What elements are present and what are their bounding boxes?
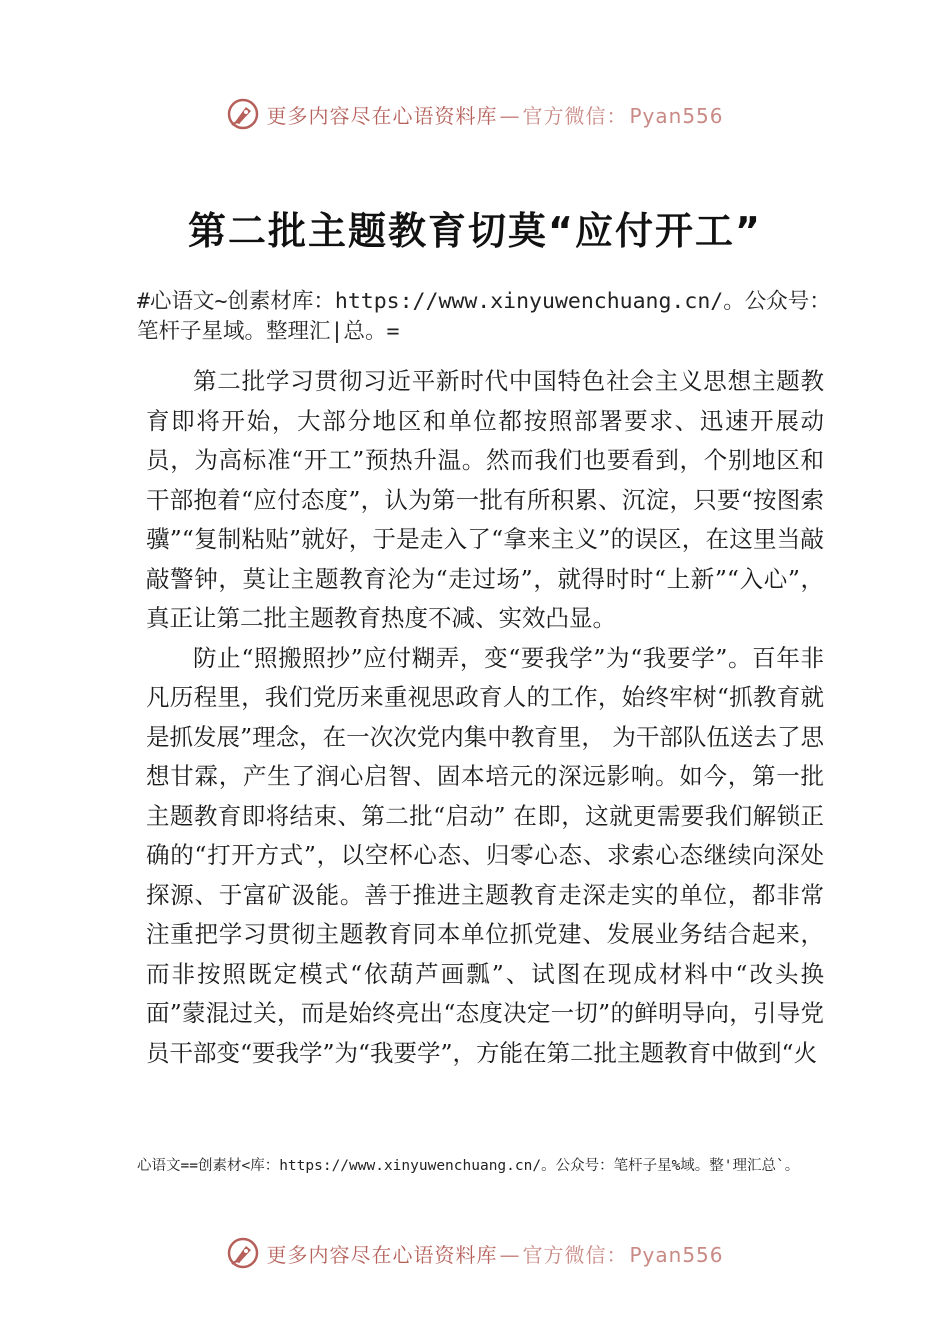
banner-main-text: 更多内容尽在心语资料库 (266, 103, 498, 128)
banner-separator: — (499, 1242, 521, 1267)
banner-separator: — (499, 103, 521, 128)
wechat-label: 官方微信： (522, 103, 628, 128)
banner-text (266, 1239, 723, 1268)
wechat-id: Pyan556 (629, 1242, 724, 1267)
header-banner (0, 94, 950, 134)
paragraph: 防止“照搬照抄”应付糊弄，变“要我学”为“我要学”。百年非凡历程里，我们党历来重视思政育人的工作，始终牢树“抓教育就是抓发展”理念，在一次次党内集中教育里， 为干部队伍送去了思想甘霖，产生了润心启智、固本培元的深远影响。如今，第一批主题教育即将结束、第二批“启动” 在即，这就更需要我们解锁正确的“打开方式”，以空杯心态、归零心态、求索心态继续向深处探源、于富矿汲能。善于推进主题教育走深走实的单位，都非常注重把学习贯彻主题教育同本单位抓党建、发展业务结合起来，而非按照既定模式“依葫芦画瓢”、试图在现成材料中“改头换面”蒙混过关，而是始终亮出“态度决定一切”的鲜明导向，引导党员干部变“要我学”为“我要学”，方能在第二批主题教育中做到“火 (146, 643, 824, 1067)
document-title: 第二批主题教育切莫“应付开工” (188, 209, 762, 253)
banner-main-text: 更多内容尽在心语资料库 (266, 1242, 498, 1267)
footer-source-note: 心语文==创素材<库：https://www.xinyuwenchuang.cn/。公众号：笔杆子星%域。整'理汇总`。 (137, 1158, 800, 1174)
pen-nib-logo-icon (226, 97, 260, 131)
paragraph: 第二批学习贯彻习近平新时代中国特色社会主义思想主题教育即将开始，大部分地区和单位都按照部署要求、迅速开展动员，为高标准“开工”预热升温。然而我们也要看到，个别地区和干部抱着“应付态度”，认为第一批有所积累、沉淀，只要“按图索骥”“复制粘贴”就好，于是走入了“拿来主义”的误区，在这里当敲敲警钟，莫让主题教育沦为“走过场”，就得时时“上新”“入心”，真正让第二批主题教育热度不减、实效凸显。 (146, 367, 824, 632)
article-body (146, 362, 824, 1073)
banner-text (266, 100, 723, 129)
pen-nib-logo-icon (226, 1236, 260, 1270)
wechat-id: Pyan556 (629, 103, 724, 128)
wechat-label: 官方微信： (522, 1242, 628, 1267)
source-note: #心语文~创素材库：https://www.xinyuwenchuang.cn/。公众号：笔杆子星域。整理汇|总。= (137, 289, 831, 344)
footer-banner (0, 1233, 950, 1273)
